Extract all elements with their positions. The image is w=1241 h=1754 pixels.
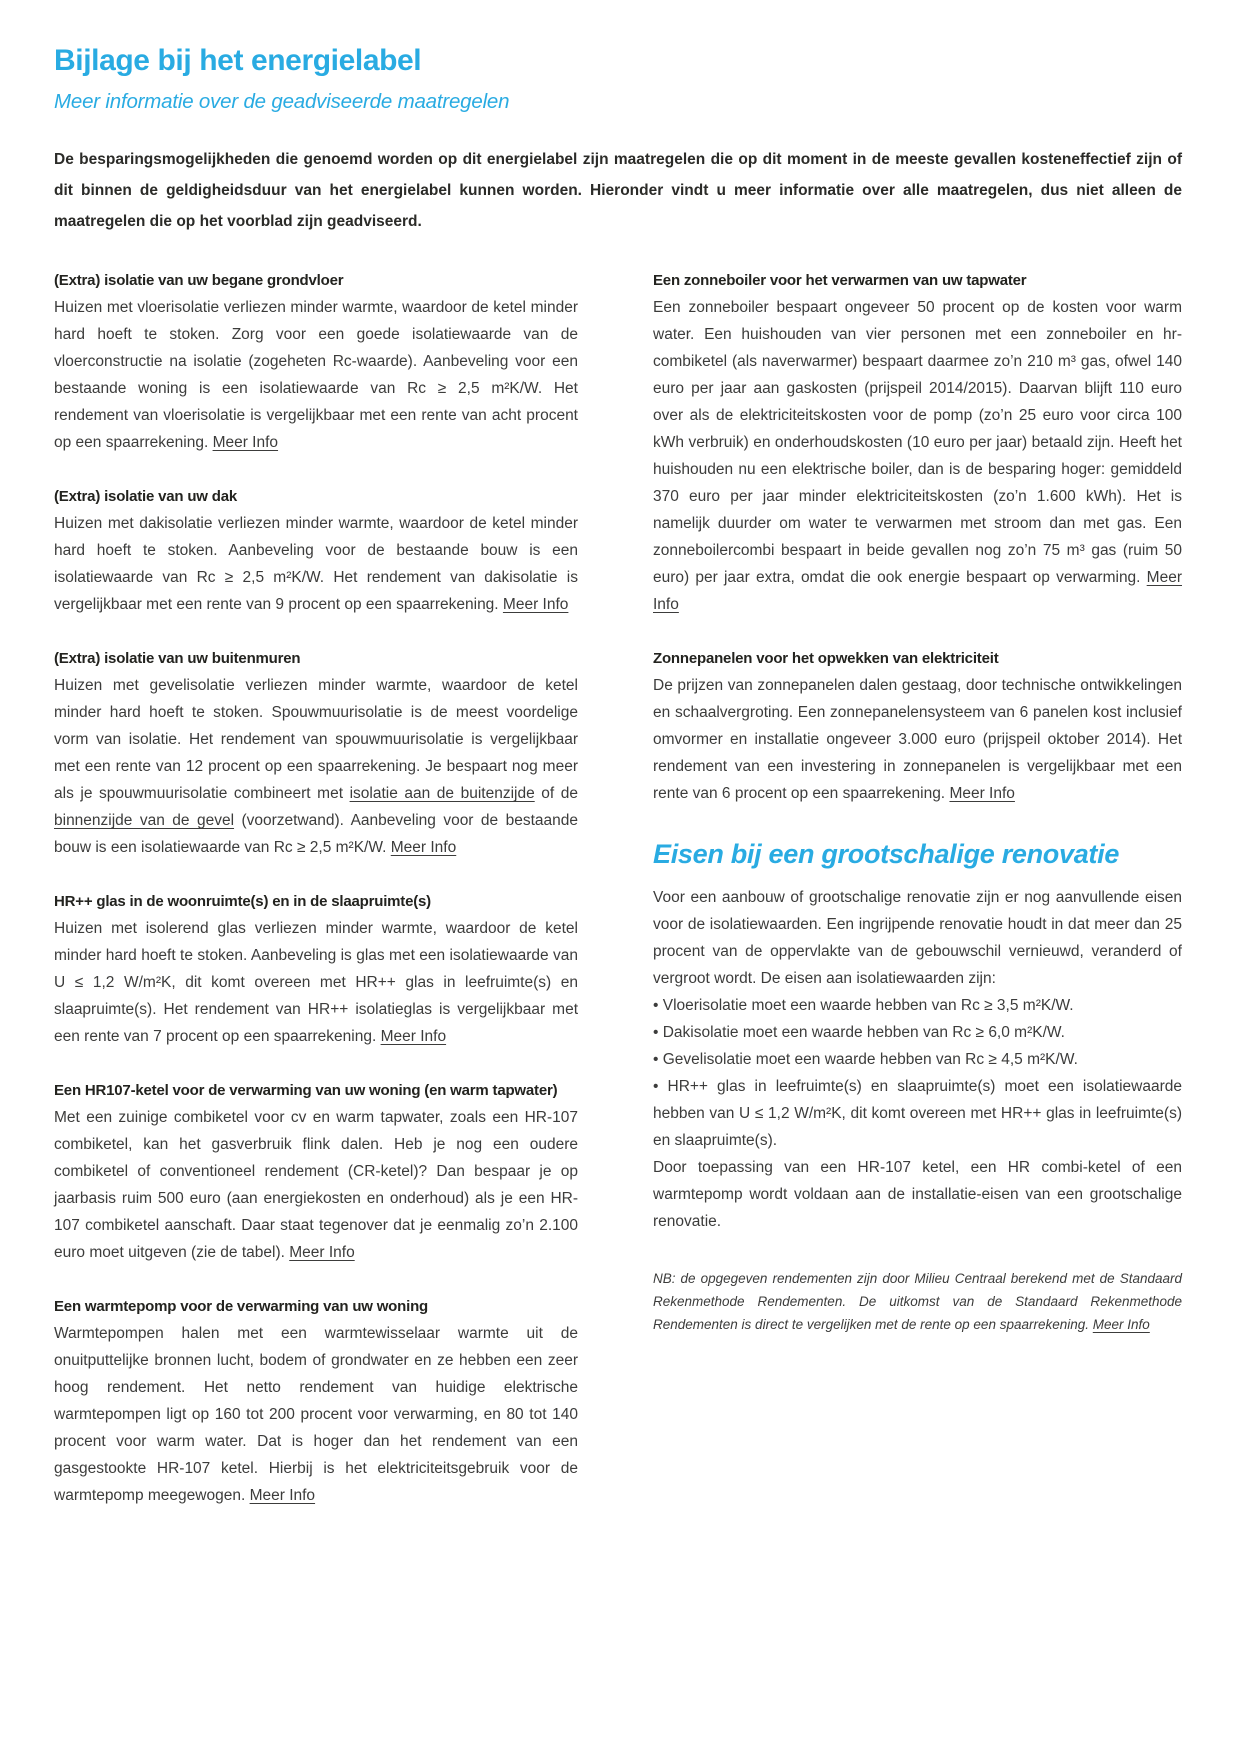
section-heading: (Extra) isolatie van uw begane grondvloer [54, 272, 344, 289]
paragraph [54, 915, 578, 1050]
text-segment: of de [534, 785, 578, 802]
text-segment: NB: de opgegeven rendementen zijn door Milieu Centraal berekend met de Standaard Rekenmethode Rendementen. De uitkomst van de Standaard Rekenmethode Rendementen is direct te vergelijken met de rente op een spaarrekening. [653, 1271, 1182, 1332]
section-heading: (Extra) isolatie van uw buitenmuren [54, 650, 301, 667]
paragraph [653, 884, 1182, 992]
text-segment: Huizen met isolerend glas verliezen minder warmte, waardoor de ketel minder hard hoeft te stoken. Aanbeveling is glas met een isolatiewaarde van U ≤ 1,2 W/m²K, dit komt overeen met HR++ glas in leefruimte(s) en slaapruimte(s). Het rendement van HR++ isolatieglas is vergelijkbaar met een rente van 7 procent op een spaarrekening. [54, 920, 578, 1045]
meer-info-link[interactable]: Meer Info [949, 785, 1015, 802]
bullet-item [653, 1019, 1182, 1046]
paragraph [54, 1104, 578, 1266]
meer-info-link[interactable]: Meer Info [212, 434, 279, 451]
text-segment: (voorzetwand). Aanbeveling voor de bestaande bouw is een isolatiewaarde van Rc ≥ 2,5 m²K/W. [54, 812, 578, 856]
footnote [653, 1267, 1182, 1336]
page-title: Bijlage bij het energielabel [54, 44, 422, 77]
meer-info-link[interactable]: Meer Info [289, 1244, 355, 1261]
text-segment: • Dakisolatie moet een waarde hebben van Rc ≥ 6,0 m²K/W. [653, 1024, 1065, 1041]
text-segment: • HR++ glas in leefruimte(s) en slaapruimte(s) moet een isolatiewaarde hebben van U ≤ 1,2 W/m²K, dit komt overeen met HR++ glas in leefruimte(s) en slaapruimte(s). [653, 1078, 1182, 1149]
text-segment: Warmtepompen halen met een warmtewisselaar warmte uit de onuitputtelijke bronnen lucht, bodem of grondwater en ze hebben een zeer hoog rendement. Het netto rendement van huidige elektrische warmtepompen ligt op 160 tot 200 procent voor verwarming, en 80 tot 140 procent voor warm water. Dat is hoger dan het rendement van een gasgestookte HR-107 ketel. Hierbij is het elektriciteitsgebruik voor de warmtepomp meegewogen. [54, 1325, 578, 1504]
text-segment: Huizen met gevelisolatie verliezen minder warmte, waardoor de ketel minder hard hoeft te stoken. Spouwmuurisolatie is de meest voordelige vorm van isolatie. Het rendement van spouwmuurisolatie is vergelijkbaar met een rente van 12 procent op een spaarrekening. Je bespaart nog meer als je spouwmuurisolatie combineert met [54, 677, 578, 802]
text-segment: Voor een aanbouw of grootschalige renovatie zijn er nog aanvullende eisen voor de isolatiewaarden. Een ingrijpende renovatie houdt in dat meer dan 25 procent van de oppervlakte van de gebouwschil vernieuwd, veranderd of vergroot wordt. De eisen aan isolatiewaarden zijn: [653, 889, 1182, 987]
bullet-item [653, 1046, 1182, 1073]
paragraph [54, 294, 578, 456]
paragraph [653, 672, 1182, 807]
section-heading: Een zonneboiler voor het verwarmen van uw tapwater [653, 272, 1027, 289]
section-heading: Zonnepanelen voor het opwekken van elektriciteit [653, 650, 999, 667]
inline-link[interactable]: isolatie aan de buitenzijde [349, 785, 535, 802]
text-segment: Huizen met vloerisolatie verliezen minder warmte, waardoor de ketel minder hard hoeft te stoken. Zorg voor een goede isolatiewaarde van de vloerconstructie na isolatie (zogeheten Rc-waarde). Aanbeveling voor een bestaande woning is een isolatiewaarde van Rc ≥ 2,5 m²K/W. Het rendement van vloerisolatie is vergelijkbaar met een rente van acht procent op een spaarrekening. [54, 299, 578, 451]
paragraph [54, 510, 578, 618]
text-segment: • Gevelisolatie moet een waarde hebben van Rc ≥ 4,5 m²K/W. [653, 1051, 1078, 1068]
paragraph [653, 294, 1182, 618]
text-segment: Huizen met dakisolatie verliezen minder warmte, waardoor de ketel minder hard hoeft te stoken. Aanbeveling voor de bestaande bouw is een isolatiewaarde van Rc ≥ 2,5 m²K/W. Het rendement van dakisolatie is vergelijkbaar met een rente van 9 procent op een spaarrekening. [54, 515, 578, 613]
bullet-item [653, 1073, 1182, 1154]
text-segment: Met een zuinige combiketel voor cv en warm tapwater, zoals een HR-107 combiketel, kan het gasverbruik flink dalen. Heb je nog een oudere combiketel of conventioneel rendement (CR-ketel)? Dan bespaar je op jaarbasis ruim 500 euro (aan energiekosten en onderhoud) als je een HR-107 combiketel aanschaft. Daar staat tegenover dat je eenmalig zo’n 2.100 euro moet uitgeven (zie de tabel). [54, 1109, 578, 1261]
paragraph [54, 672, 578, 861]
paragraph [54, 1320, 578, 1509]
meer-info-link[interactable]: Meer Info [249, 1487, 316, 1504]
text-segment: Een zonneboiler bespaart ongeveer 50 procent op de kosten voor warm water. Een huishouden van vier personen met een zonneboiler en hr-combiketel (als naverwarmer) bespaart daarmee zo’n 210 m³ gas, ofwel 140 euro per jaar aan gaskosten (prijspeil 2014/2015). Daarvan blijft 110 euro over als de elektriciteitskosten voor de pomp (zo’n 25 euro voor circa 100 kWh verbruik) en onderhoudskosten (10 euro per jaar) betaald zijn. Heeft het huishouden nu een elektrische boiler, dan is de besparing hoger: gemiddeld 370 euro per jaar minder elektriciteitskosten (zo’n 1.600 kWh). Het is namelijk duurder om water te verwarmen met stroom dan met gas. Een zonneboilercombi bespaart in beide gevallen nog zo’n 75 m³ gas (ruim 50 euro) per jaar extra, omdat die ook energie bespaart op verwarming. [653, 299, 1182, 586]
meer-info-link[interactable]: Meer Info [380, 1028, 447, 1045]
text-segment: Door toepassing van een HR-107 ketel, een HR combi-ketel of een warmtepomp wordt voldaan aan de installatie-eisen van een grootschalige renovatie. [653, 1159, 1182, 1230]
text-segment: • Vloerisolatie moet een waarde hebben van Rc ≥ 3,5 m²K/W. [653, 997, 1074, 1014]
section-heading: HR++ glas in de woonruimte(s) en in de slaapruimte(s) [54, 893, 431, 910]
meer-info-link[interactable]: Meer Info [502, 596, 569, 613]
meer-info-link[interactable]: Meer Info [390, 839, 457, 856]
paragraph [653, 1154, 1182, 1235]
text-segment: De prijzen van zonnepanelen dalen gestaag, door technische ontwikkelingen en schaalvergroting. Een zonnepanelensysteem van 6 panelen kost inclusief omvormer en installatie ongeveer 3.000 euro (prijspeil oktober 2014). Het rendement van een investering in zonnepanelen is vergelijkbaar met een rente van 6 procent op een spaarrekening. [653, 677, 1182, 802]
left-column [54, 267, 578, 1509]
intro-paragraph: De besparingsmogelijkheden die genoemd worden op dit energielabel zijn maatregelen die op dit moment in de meeste gevallen kosteneffectief zijn of dit binnen de geldigheidsduur van het energielabel kunnen worden. Hieronder vindt u meer informatie over alle maatregelen, dus niet alleen de maatregelen die op het voorblad zijn geadviseerd. [54, 151, 1182, 230]
page-subtitle: Meer informatie over de geadviseerde maatregelen [54, 90, 510, 113]
meer-info-link[interactable]: Meer Info [653, 569, 1182, 613]
section-heading: Een warmtepomp voor de verwarming van uw woning [54, 1298, 429, 1315]
section-heading: Een HR107-ketel voor de verwarming van uw woning (en warm tapwater) [54, 1082, 558, 1099]
right-column [653, 267, 1182, 1336]
inline-link[interactable]: binnenzijde van de gevel [54, 812, 235, 829]
section-heading: (Extra) isolatie van uw dak [54, 488, 237, 505]
two-column-layout [54, 267, 1182, 1509]
meer-info-link[interactable]: Meer Info [1092, 1317, 1150, 1332]
bullet-item [653, 992, 1182, 1019]
chapter-heading: Eisen bij een grootschalige renovatie [653, 839, 1120, 869]
